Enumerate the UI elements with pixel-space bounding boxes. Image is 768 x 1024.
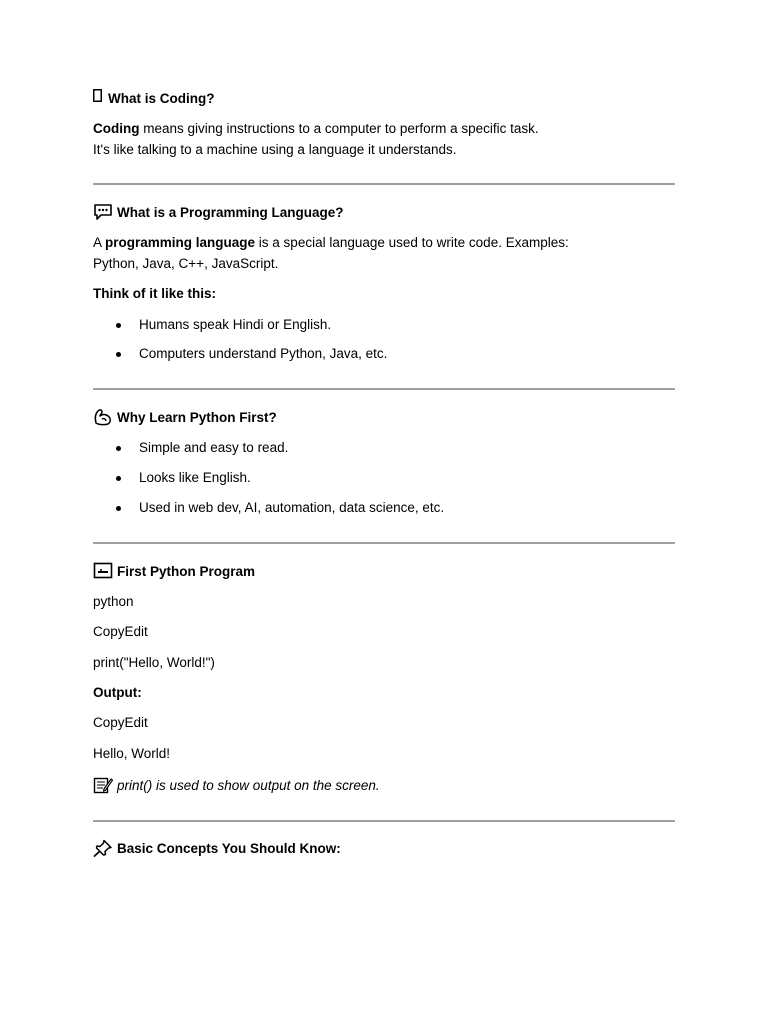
output-label: Output: — [93, 685, 142, 700]
paragraph-text: means giving instructions to a computer to perform a specific task. — [139, 121, 539, 136]
bullet-dot — [116, 323, 121, 328]
heading-text: Basic Concepts You Should Know: — [117, 840, 341, 856]
bullet-dot — [116, 506, 121, 511]
code-line: print("Hello, World!") — [93, 655, 215, 670]
list-item-text: Computers understand Python, Java, etc. — [139, 346, 388, 361]
desktop-computer-icon — [93, 562, 113, 580]
copy-edit-label: CopyEdit — [93, 715, 148, 730]
paragraph-line: It's like talking to a machine using a language it understands. — [93, 142, 457, 157]
bold-paragraph: Think of it like this: — [93, 286, 217, 301]
section-heading-language — [93, 203, 344, 221]
bullet-dot — [116, 352, 121, 357]
bullet-dot — [116, 446, 121, 451]
note-line — [93, 776, 380, 794]
pushpin-icon — [93, 839, 113, 857]
section-heading-first-program — [93, 562, 255, 580]
paragraph-text: is a special language used to write code. Examples: — [255, 235, 569, 250]
code-language-label: python — [93, 594, 134, 609]
list-item-text: Used in web dev, AI, automation, data science, etc. — [139, 500, 445, 515]
heading-text: What is a Programming Language? — [117, 204, 344, 220]
paragraph-line: Python, Java, C++, JavaScript. — [93, 256, 279, 271]
section-heading-coding — [93, 89, 214, 107]
paragraph-line — [93, 233, 569, 253]
output-text: Hello, World! — [93, 746, 171, 761]
list-item-text: Humans speak Hindi or English. — [139, 317, 332, 332]
missing-glyph-icon — [93, 89, 103, 107]
note-text: print() is used to show output on the screen. — [117, 777, 380, 793]
memo-icon — [93, 776, 113, 794]
section-heading-basic-concepts — [93, 839, 341, 857]
heading-text: What is Coding? — [108, 90, 215, 106]
divider — [93, 183, 675, 185]
list-item-text: Looks like English. — [139, 470, 251, 485]
divider — [93, 820, 675, 822]
divider — [93, 388, 675, 390]
bold-term: programming language — [105, 235, 256, 250]
bold-term: Coding — [93, 121, 140, 136]
flexed-biceps-icon — [93, 408, 113, 426]
heading-text: Why Learn Python First? — [117, 409, 277, 425]
list-item-text: Simple and easy to read. — [139, 440, 289, 455]
paragraph-text: A — [93, 235, 106, 250]
bullet-dot — [116, 476, 121, 481]
paragraph-line — [93, 119, 539, 139]
copy-edit-label: CopyEdit — [93, 624, 148, 639]
speech-bubble-icon — [93, 203, 113, 221]
divider — [93, 542, 675, 544]
section-heading-why-python — [93, 408, 277, 426]
heading-text: First Python Program — [117, 563, 256, 579]
